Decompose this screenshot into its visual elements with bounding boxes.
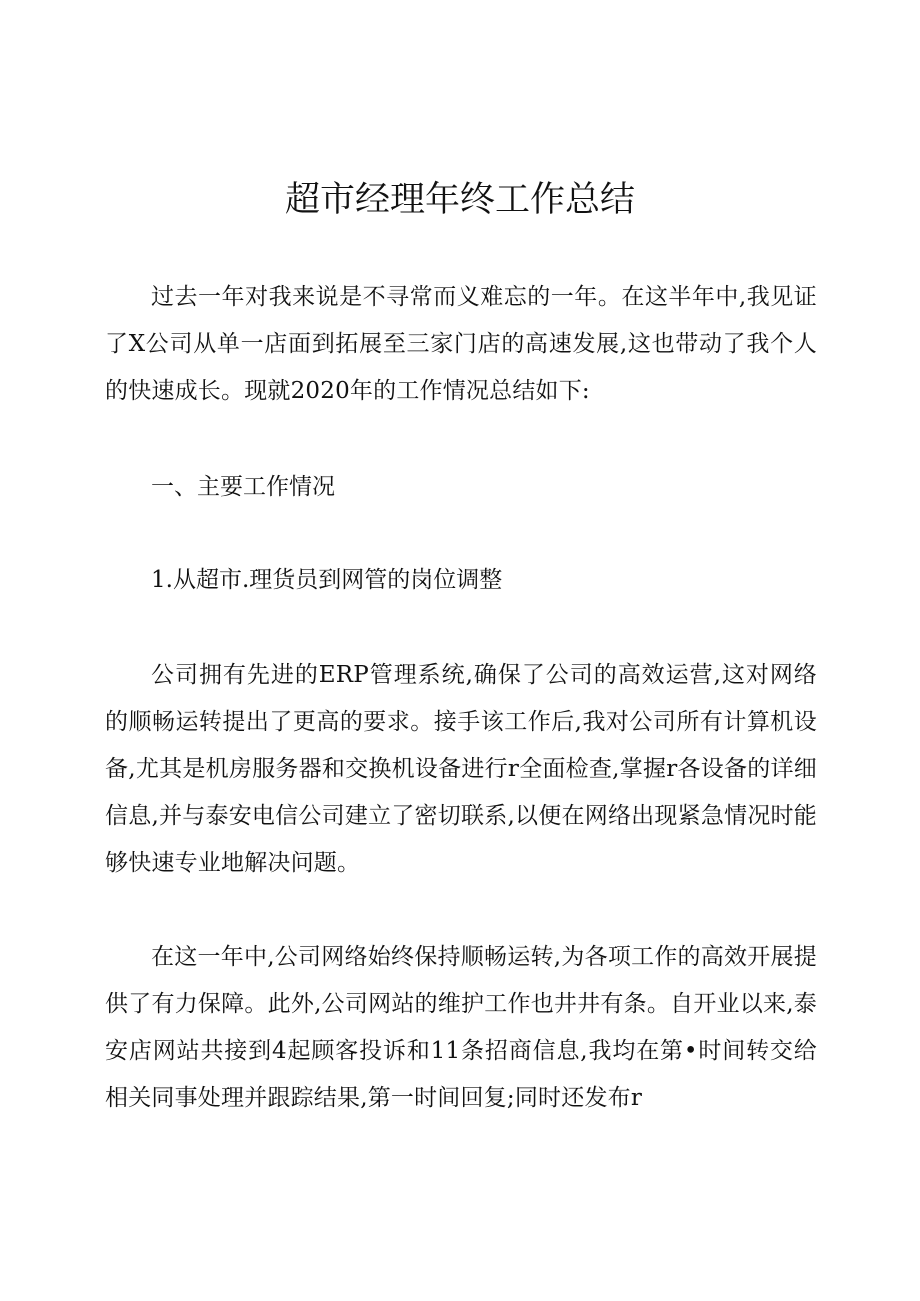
network-paragraph: 在这一年中,公司网络始终保持顺畅运转,为各项工作的高效开展提供了有力保障。此外,公司网站的维护工作也井井有条。自开业以来,泰安店网站共接到4起顾客投诉和11条招商信息,我均在第•时间转交给相关同事处理并跟踪结果,第一时间回复;同时还发布r [105,944,817,1111]
subsection-heading: 1.从超市.理货员到网管的岗位调整 [151,567,503,593]
erp-paragraph: 公司拥有先进的ERP管理系统,确保了公司的高效运营,这对网络的顺畅运转提出了更高的要求。接手该工作后,我对公司所有计算机设备,尤其是机房服务器和交换机设备进行r全面检查,掌握r各设备的详细信息,并与泰安电信公司建立了密切联系,以便在网络出现紧急情况时能够快速专业地解决问题。 [105,662,817,876]
section-heading: 一、主要工作情况 [151,474,335,500]
document-title: 超市经理年终工作总结 [284,180,635,220]
intro-paragraph: 过去一年对我来说是不寻常而义难忘的一年。在这半年中,我见证了X公司从单一店面到拓展至三家门店的高速发展,这也带动了我个人的快速成长。现就2020年的工作情况总结如下: [105,284,817,404]
